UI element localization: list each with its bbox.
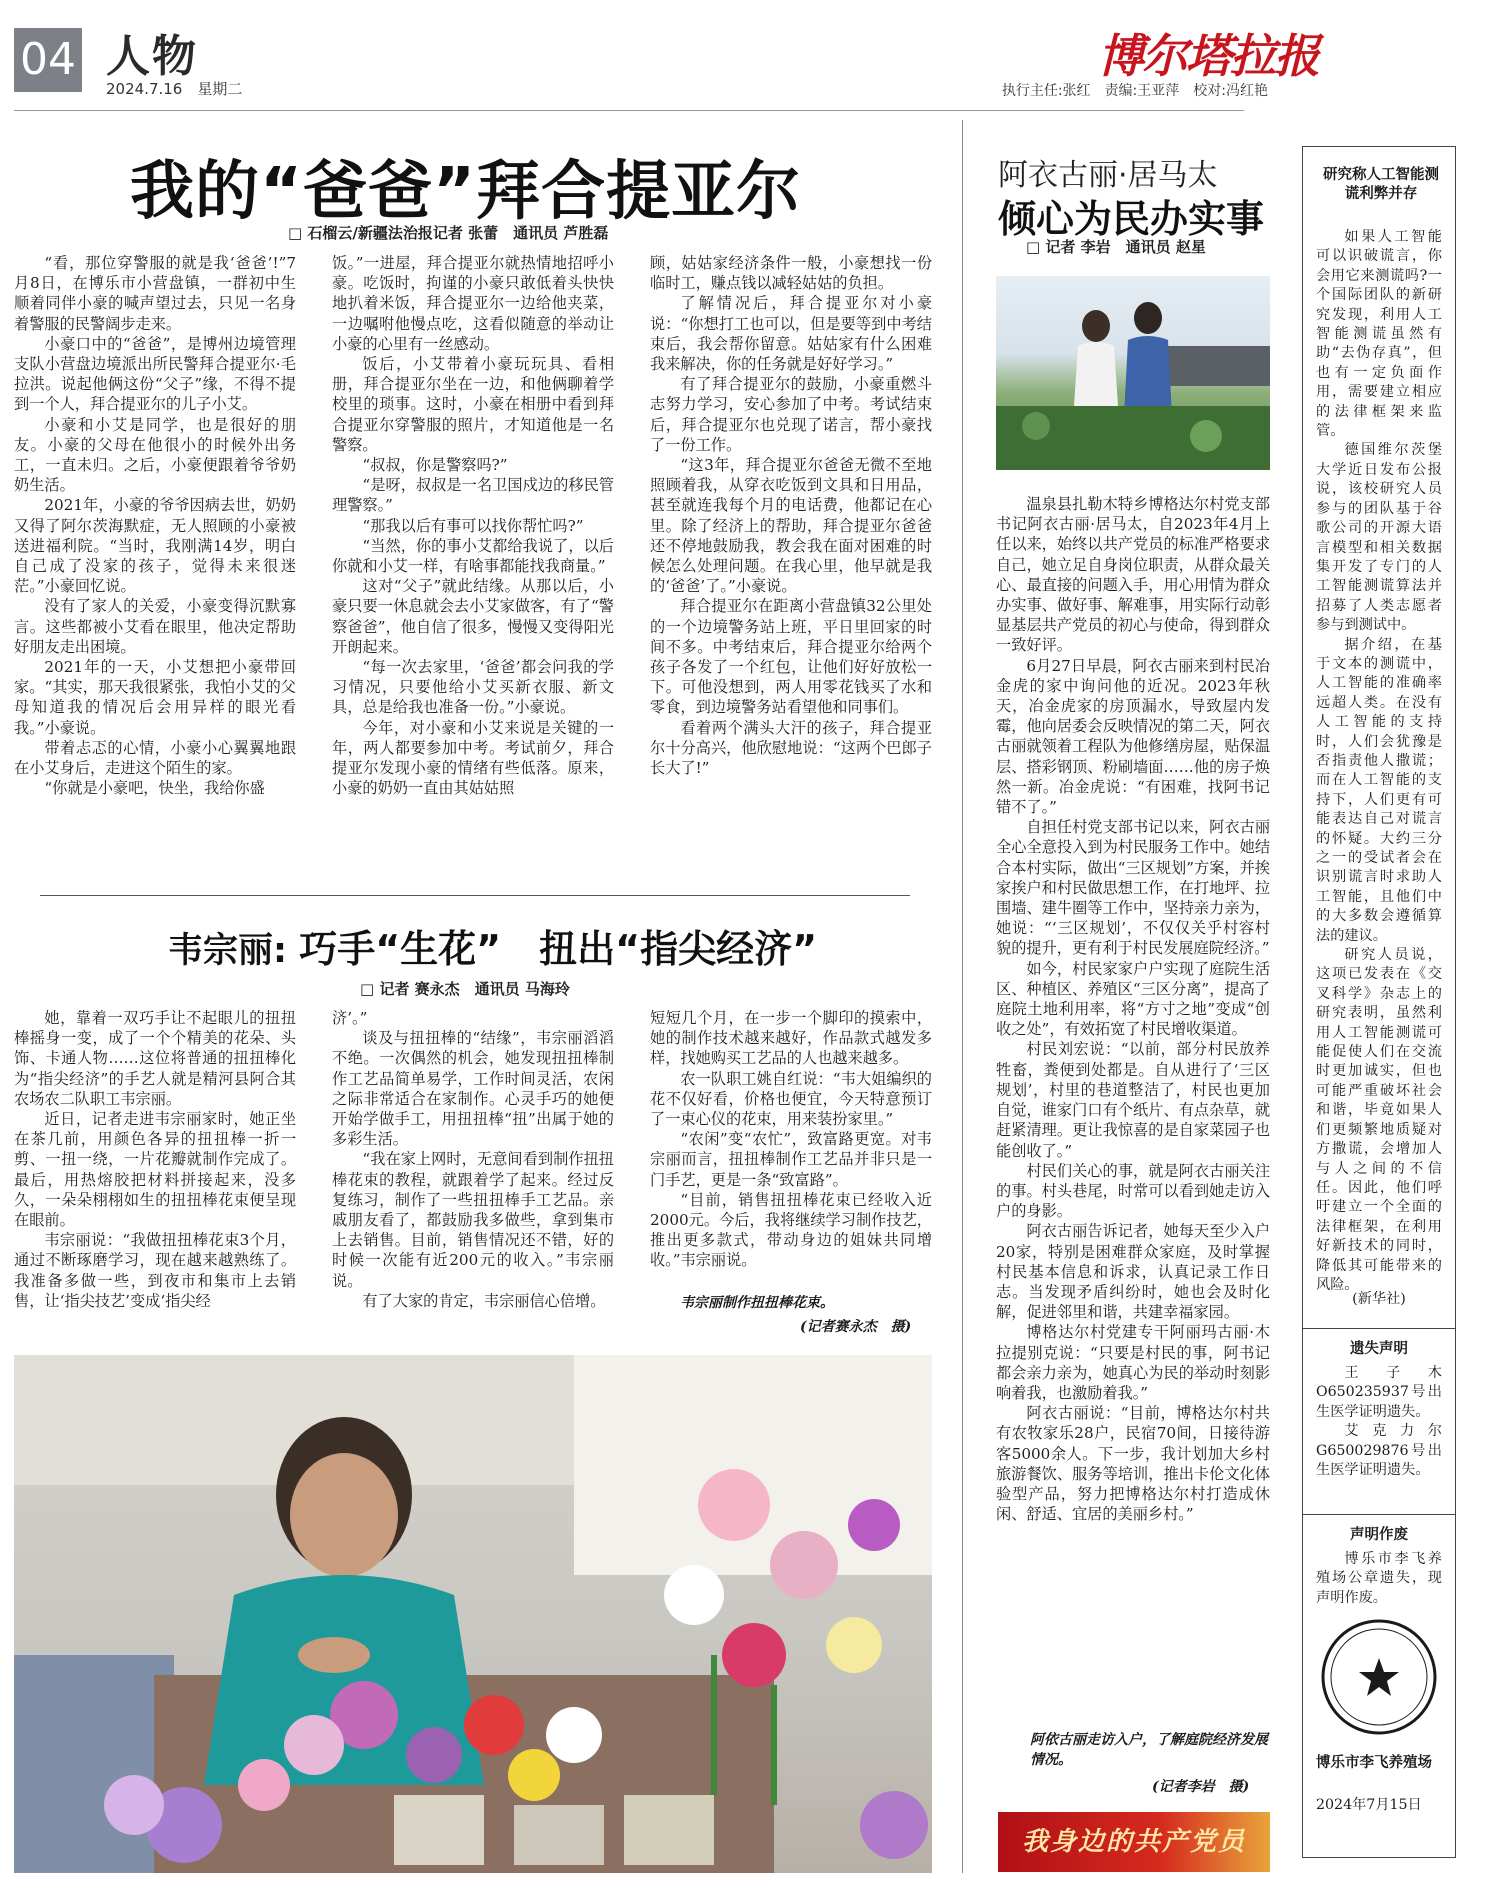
- paragraph: “你就是小豪吧，快坐，我给你盛: [44, 779, 265, 798]
- article2-photo-caption: 韦宗丽制作扭扭棒花束。: [680, 1295, 834, 1311]
- paragraph: 看着两个满头大汗的孩子，拜合提亚尔十分高兴，他欣慰地说：“这两个巴郎子长大了!”: [650, 718, 932, 778]
- paragraph: 2021年的一天，小艾想把小豪带回家。“其实，那天我很紧张，我怕小艾的父母知道我的情况后会用异样的眼光看我。”小豪说。: [14, 658, 296, 737]
- section-title: 人物: [106, 31, 198, 82]
- craft-photo-illustration: [14, 1355, 932, 1873]
- paragraph: “那我以后有事可以找你帮忙吗?”: [362, 516, 584, 535]
- paragraph: 研究人员说，这项已发表在《交叉科学》杂志上的研究表明，虽然利用人工智能测谎可能促使人们在交流时更加诚实，但也可能严重破坏社会和谐，毕竟如果人们更频繁地质疑对方撒谎，会增加人与人之间的不信任。因此，他们呼吁建立一个全面的法律框架，在利用好新技术的同时，降低其可能带来的风险。: [1316, 947, 1442, 1293]
- void-notice-signature: 博乐市李飞养殖场: [1316, 1755, 1432, 1771]
- paragraph: 饭。”一进屋，拜合提亚尔就热情地招呼小豪。吃饭时，拘谨的小豪只敢低着头快快地扒着米饭，拜合提亚尔一边给他夹菜，一边嘱咐他慢点吃，这看似随意的举动让小豪的心里有一丝感动。: [332, 254, 614, 353]
- paragraph: 韦宗丽说：“我做扭扭棒花束3个月，通过不断琢磨学习，现在越来越熟练了。我准备多做一些，到夜市和集市上去销售，让‘指尖技艺’变成‘指尖经: [14, 1231, 296, 1310]
- article3-body: [996, 494, 1270, 1694]
- paragraph: 阿衣古丽告诉记者，她每天至少入户20家，特别是困难群众家庭，及时掌握村民基本信息和诉求，认真记录工作日志。当发现矛盾纠纷时，她也会及时化解，促进邻里和谐，共建幸福家园。: [996, 1222, 1270, 1322]
- header-rule: [14, 110, 1244, 111]
- paragraph: 据介绍，在基于文本的测谎中，人工智能的准确率远超人类。在没有人工智能的支持时，人们会犹豫是否指责他人撒谎；而在人工智能的支持下，人们更有可能表达自己对谎言的怀疑。大约三分之一的受试者会在识别谎言时求助人工智能，且他们中的大多数会遵循算法的建议。: [1316, 636, 1442, 944]
- paragraph: 村民们关心的事，就是阿衣古丽关注的事。村头巷尾，时常可以看到她走访入户的身影。: [996, 1161, 1270, 1221]
- paragraph: 短短几个月，在一步一个脚印的摸索中，她的制作技术越来越好，作品款式越发多样，找她购买工艺品的人也越来越多。: [650, 1009, 932, 1068]
- article2-column-3: [650, 1008, 932, 1298]
- article3-photo: [996, 276, 1270, 470]
- article2-photo-credit: (记者赛永杰 摄): [800, 1319, 912, 1335]
- newspaper-masthead: 博尔塔拉报: [1098, 29, 1318, 83]
- paragraph: 温泉县扎勒木特乡博格达尔村党支部书记阿衣古丽·居马太，自2023年4月上任以来，始终以共产党员的标准严格要求自己，她立足自身岗位职责，从群众最关心、最直接的问题入手，用心用情为群众办实事、做好事、解难事，用实际行动彰显基层共产党员的初心与使命，得到群众一致好评。: [996, 495, 1270, 655]
- lost-notice-body: [1316, 1364, 1442, 1480]
- void-notice-date: 2024年7月15日: [1316, 1797, 1422, 1813]
- paragraph: “看，那位穿警服的就是我‘爸爸’!”7月8日，在博乐市小营盘镇，一群初中生顺着同伴小豪的喊声望过去，只见一名身着警服的民警阔步走来。: [14, 254, 296, 333]
- paragraph: 博格达尔村党建专干阿丽玛古丽·木拉提别克说：“只要是村民的事，阿书记都会亲力亲为，她真心为民的举动时刻影响着我，也激励着我。”: [996, 1323, 1270, 1402]
- paragraph: “农闲”变“农忙”，致富路更宽。对韦宗丽而言，扭扭棒制作工艺品并非只是一门手艺，更是一条“致富路”。: [650, 1130, 932, 1189]
- paragraph: 济’。”: [332, 1009, 368, 1027]
- article2-headline: [168, 918, 817, 973]
- paragraph: 艾克力尔G650029876号出生医学证明遗失。: [1316, 1423, 1442, 1479]
- article3-photo-caption: 阿依古丽走访入户，了解庭院经济发展情况。: [1030, 1732, 1268, 1768]
- issue-date: 2024.7.16 星期二: [106, 80, 243, 98]
- sidebar-news-source: (新华社): [1352, 1291, 1406, 1307]
- paragraph: 带着忐忑的心情，小豪小心翼翼地跟在小艾身后，走进这个陌生的家。: [14, 738, 296, 778]
- paragraph: 王子木O650235937号出生医学证明遗失。: [1316, 1365, 1442, 1420]
- paragraph: “是呀，叔叔是一名卫国戍边的移民管理警察。”: [332, 476, 614, 515]
- article2-headline-main: 巧手“生花” 扭出“指尖经济”: [299, 927, 818, 971]
- column-rule: [962, 120, 963, 1873]
- paragraph: 如今，村民家家户户实现了庭院生活区、种植区、养殖区“三区分离”，提高了庭院土地利用率，将“方寸之地”变成“创收之处”，有效拓宽了村民增收渠道。: [996, 959, 1270, 1039]
- paragraph: 2021年，小豪的爷爷因病去世，奶奶又得了阿尔茨海默症，无人照顾的小豪被送进福利院。“当时，我刚满14岁，明白自己成了没家的孩子，觉得未来很迷茫。”小豪回忆说。: [14, 496, 296, 596]
- editor-credits: 执行主任:张红 责编:王亚萍 校对:冯红艳: [1001, 83, 1268, 99]
- article2-photo: [14, 1355, 932, 1873]
- paragraph: “每一次去家里，‘爸爸’都会问我的学习情况，只要他给小艾买新衣服、新文具，总是给我也准备一份。”小豪说。: [332, 658, 614, 717]
- paragraph: 她，靠着一双巧手让不起眼儿的扭扭棒摇身一变，成了一个个精美的花朵、头饰、卡通人物……这位将普通的扭扭棒化为“指尖经济”的手艺人就是精河县阿合其农场农二队职工韦宗丽。: [14, 1009, 296, 1108]
- sidebar-news-body: [1316, 228, 1442, 1295]
- article2-column-2: [332, 1008, 614, 1338]
- village-visit-illustration: [996, 276, 1270, 470]
- paragraph: 村民刘宏说：“以前，部分村民放养牲畜，粪便到处都是。自从进行了‘三区规划’，村里的巷道整洁了，村民也更加自觉，谁家门口有个纸片、有点杂草，就赶紧清理。更让我惊喜的是自家菜园子也能创收了。”: [996, 1040, 1270, 1160]
- article1-byline: □ 石榴云/新疆法治报记者 张蕾 通讯员 芦胜磊: [288, 224, 609, 242]
- article1-column-3: [650, 253, 932, 863]
- article2-column-1: [14, 1008, 296, 1338]
- paragraph: 没有了家人的关爱，小豪变得沉默寡言。这些都被小艾看在眼里，他决定帮助好朋友走出困境。: [14, 597, 296, 656]
- sidebar-divider-2: [1303, 1514, 1455, 1515]
- article2-headline-name: 韦宗丽:: [168, 931, 287, 971]
- paragraph: “目前，销售扭扭棒花束已经收入近2000元。今后，我将继续学习制作技艺，推出更多款式，带动身边的姐妹共同增收。”韦宗丽说。: [650, 1190, 932, 1270]
- article3-photo-credit: (记者李岩 摄): [1152, 1779, 1250, 1795]
- lost-notice-title: 遗失声明: [1350, 1341, 1408, 1357]
- page-number: 04: [14, 28, 82, 92]
- paragraph: “当然，你的事小艾都给我说了，以后你就和小艾一样，有啥事都能找我商量。”: [332, 536, 614, 576]
- paragraph: 拜合提亚尔在距离小营盘镇32公里处的一个边境警务站上班，平日里回家的时间不多。中考结束后，拜合提亚尔给两个孩子各发了一个红包，让他们好好放松一下。可他没想到，两人用零花钱买了水和零食，到边境警务站看望他和同事们。: [650, 597, 932, 717]
- paragraph: “叔叔，你是警察吗?”: [362, 456, 508, 475]
- paragraph: 6月27日早晨，阿衣古丽来到村民冶金虎的家中询问他的近况。2023年秋天，冶金虎家的房顶漏水，导致屋内发霉，他向居委会反映情况的第二天，阿衣古丽就领着工程队为他修缮房屋，贴保温层、搭彩钢顶、粉刷墙面……他的房子焕然一新。冶金虎说：“有困难，找阿书记错不了。”: [996, 656, 1270, 817]
- paragraph: 农一队职工姚自红说：“韦大姐编织的花不仅好看，价格也便宜，今天特意预订了一束心仪的花束，用来装扮家里。”: [650, 1069, 932, 1129]
- article3-kicker: 阿衣古丽·居马太: [998, 158, 1218, 193]
- void-notice-body: [1316, 1550, 1442, 1608]
- article3-byline: □ 记者 李岩 通讯员 赵星: [1026, 238, 1206, 256]
- paragraph: 饭后，小艾带着小豪玩玩具、看相册，拜合提亚尔坐在一边，和他俩聊着学校里的琐事。这时，小豪在相册中看到拜合提亚尔穿警服的照片，才知道他是一名警察。: [332, 355, 614, 454]
- party-member-banner: 我身边的共产党员: [998, 1812, 1270, 1872]
- paragraph: 如果人工智能可以识破谎言，你会用它来测谎吗?一个国际团队的新研究发现，利用人工智能测谎虽然有助“去伪存真”，但也有一定负面作用，需要建立相应的法律框架来监管。: [1316, 229, 1442, 440]
- paragraph: 了解情况后，拜合提亚尔对小豪说：“你想打工也可以，但是要等到中考结束后，我会帮你留意。姑姑家有什么困难我来解决，你的任务就是好好学习。”: [650, 294, 932, 374]
- paragraph: 小豪口中的“爸爸”，是博州边境管理支队小营盘边境派出所民警拜合提亚尔·毛拉洪。说起他俩这份“父子”缘，不得不提到一个人，拜合提亚尔的儿子小艾。: [14, 334, 296, 414]
- paragraph: “这3年，拜合提亚尔爸爸无微不至地照顾着我，从穿衣吃饭到文具和日用品，甚至就连我每个月的电话费，他都记在心里。除了经济上的帮助，拜合提亚尔爸爸还不停地鼓励我，教会我在面对困难的时候怎么处理问题。在我心里，他早就是我的‘爸爸’了。”小豪说。: [650, 456, 932, 596]
- paragraph: 顾，姑姑家经济条件一般，小豪想找一份临时工，赚点钱以减轻姑姑的负担。: [650, 254, 932, 293]
- paragraph: 谈及与扭扭棒的“结缘”，韦宗丽滔滔不绝。一次偶然的机会，她发现扭扭棒制作工艺品简单易学，工作时间灵活，农闲之际非常适合在家制作。心灵手巧的她便开始学做手工，用扭扭棒“扭”出属于她的多彩生活。: [332, 1029, 614, 1149]
- article3-headline: 倾心为民办实事: [998, 197, 1265, 241]
- paragraph: 今年，对小豪和小艾来说是关键的一年，两人都要参加中考。考试前夕，拜合提亚尔发现小豪的情绪有些低落。原来，小豪的奶奶一直由其姑姑照: [332, 718, 614, 798]
- sidebar-news-title: 研究称人工智能测谎利弊并存: [1323, 167, 1439, 203]
- paragraph: 有了大家的肯定，韦宗丽信心倍增。: [362, 1291, 606, 1310]
- void-notice-text: 博乐市李飞养殖场公章遗失，现声明作废。: [1316, 1551, 1442, 1606]
- paragraph: 近日，记者走进韦宗丽家时，她正坐在茶几前，用颜色各异的扭扭棒一折一剪、一扭一绕，一片花瓣就制作完成了。最后，用热熔胶把材料拼接起来，没多久，一朵朵栩栩如生的扭扭棒花束便呈现在眼前。: [14, 1110, 296, 1230]
- article-divider: [40, 895, 910, 896]
- paragraph: 德国维尔茨堡大学近日发布公报说，该校研究人员参与的团队基于谷歌公司的开源大语言模型和相关数据集开发了专门的人工智能测谎算法并招募了人类志愿者参与到测试中。: [1316, 442, 1442, 634]
- paragraph: 有了拜合提亚尔的鼓励，小豪重燃斗志努力学习，安心参加了中考。考试结束后，拜合提亚尔也兑现了诺言，帮小豪找了一份工作。: [650, 375, 932, 454]
- paragraph: “我在家上网时，无意间看到制作扭扭棒花束的教程，就跟着学了起来。经过反复练习，制作了一些扭扭棒手工艺品。亲戚朋友看了，都鼓励我多做些，拿到集市上去销售。目前，销售情况还不错，好的时候一次能有近200元的收入。”韦宗丽说。: [332, 1150, 614, 1290]
- article1-column-1: [14, 253, 296, 863]
- void-notice-title: 声明作废: [1350, 1527, 1408, 1543]
- sidebar-divider-1: [1303, 1328, 1455, 1329]
- paragraph: 阿衣古丽说：“目前，博格达尔村共有农牧家乐28户，民宿70间，日接待游客5000余人。下一步，我计划加大乡村旅游餐饮、服务等培训，推出卡伦文化体验型产品，努力把博格达尔村打造成休闲、舒适、宜居的美丽乡村。”: [996, 1404, 1270, 1524]
- article2-byline: □ 记者 赛永杰 通讯员 马海玲: [360, 980, 570, 998]
- article1-headline: 我的“爸爸”拜合提亚尔: [130, 155, 802, 229]
- paragraph: 自担任村党支部书记以来，阿衣古丽全心全意投入到为村民服务工作中。她结合本村实际，做出“三区规划”方案，并挨家挨户和村民做思想工作，在打地坪、拉围墙、建牛圈等工作中，坚持亲力亲为，她说：“‘三区规划’，不仅仅关乎村容村貌的提升，更有利于村民发展庭院经济。”: [996, 818, 1270, 958]
- paragraph: 小豪和小艾是同学，也是很好的朋友。小豪的父母在他很小的时候外出务工，一直未归。之后，小豪便跟着爷爷奶奶生活。: [14, 415, 296, 495]
- seal-stamp-icon: [1318, 1616, 1440, 1738]
- article1-column-2: [332, 253, 614, 863]
- paragraph: 这对“父子”就此结缘。从那以后，小豪只要一休息就会去小艾家做客，有了“警察爸爸”，他自信了很多，慢慢又变得阳光开朗起来。: [332, 577, 614, 656]
